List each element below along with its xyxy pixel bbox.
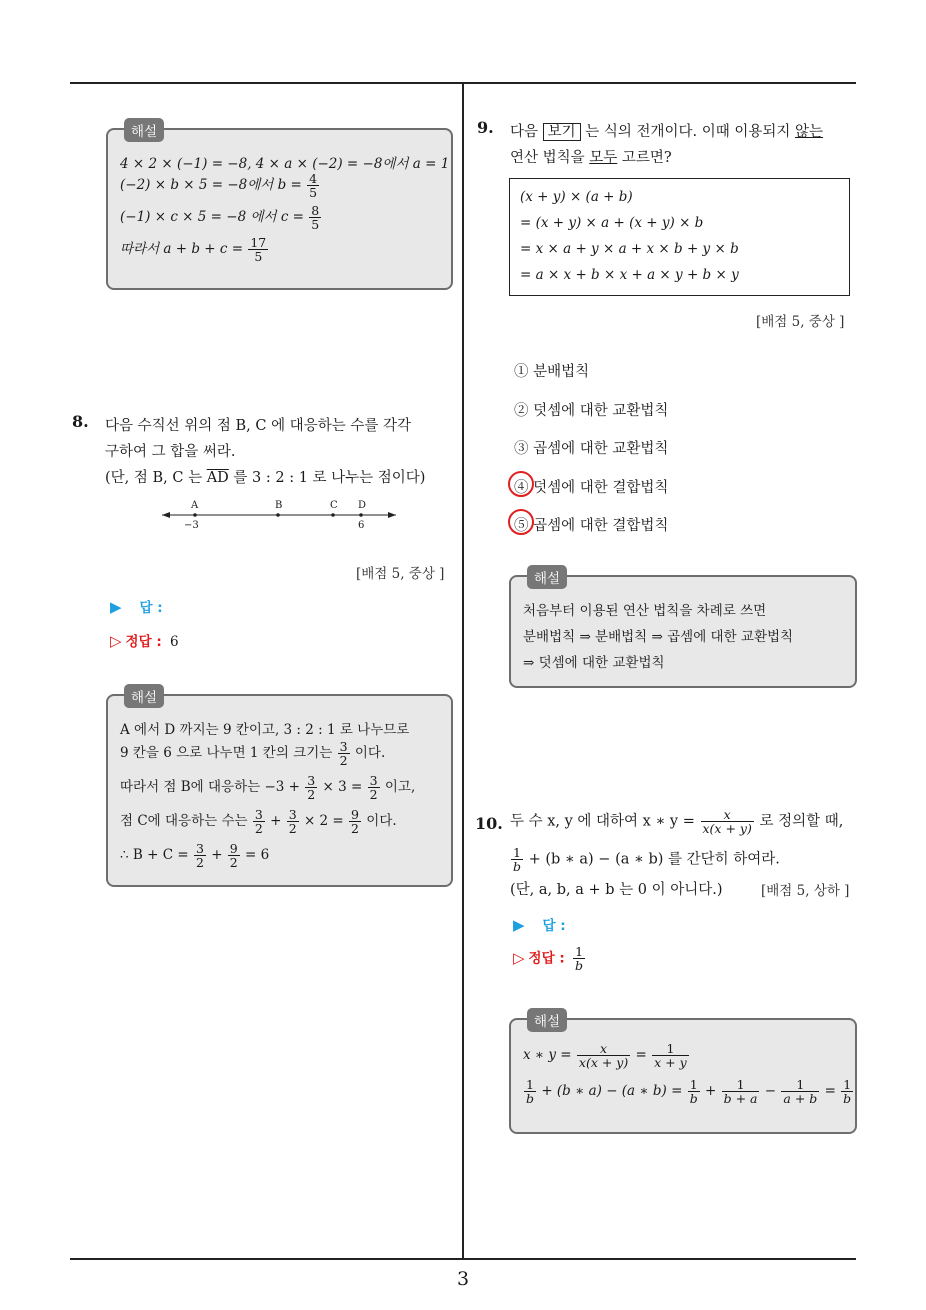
choice-2[interactable]: ② 덧셈에 대한 교환법칙 (514, 403, 669, 419)
q8-text-1: 다음 수직선 위의 점 B, C 에 대응하는 수를 각각 (105, 418, 411, 434)
q8-sol-line-2: 9 칸을 6 으로 나누면 1 칸의 크기는 $\frac{3}{2}$ 이다. (120, 739, 386, 769)
bogi-line-2: = (x + y) × a + (x + y) × b (520, 215, 704, 231)
fraction: $\frac{17}{5}$ (250, 235, 267, 265)
bogi-line-4: = a × x + b × x + a × y + b × y (520, 267, 739, 283)
fraction: $\frac{1}{b}$ (513, 845, 522, 875)
q7-sol-line-2: (−2) × b × 5 = −8에서 b = $\frac{4}{5}$ (120, 171, 318, 201)
page-number: 3 (456, 1268, 470, 1290)
fraction: $\frac{x}{x(x + y)}$ (702, 807, 752, 837)
q10-text-3: (단, a, b, a + b 는 0 이 아니다.) (510, 882, 723, 898)
fraction: $\frac{1}{b}$ (526, 1077, 535, 1107)
axis-arrow-right (388, 512, 396, 518)
fraction: $\frac{1}{b}$ (689, 1077, 698, 1107)
selected-mark-choice-5 (508, 509, 534, 535)
q8-correct-row: ▷ 정답 : 6 (110, 632, 179, 650)
q10-text-1: 두 수 x, y 에 대하여 x ∗ y = $\frac{x}{x(x + y)}$ 로 정의할 때, (510, 807, 844, 837)
point-a (193, 513, 197, 517)
choice-5[interactable]: ⑤ 곱셈에 대한 결합법칙 (514, 518, 669, 534)
haeseol-tag: 해설 (527, 565, 567, 589)
q8-sol-line-3: 따라서 점 B에 대응하는 −3 + $\frac{3}{2}$ × 3 = $\frac{3}{2}$ 이고, (120, 773, 416, 803)
fraction: $\frac{x}{x(x + y)}$ (578, 1041, 629, 1071)
haeseol-tag: 해설 (527, 1008, 567, 1032)
bogi-line-1: (x + y) × (a + b) (520, 189, 633, 205)
q9-number: 9. (477, 118, 494, 137)
play-icon: ▶ (110, 598, 122, 616)
bogi-line-3: = x × a + y × a + x × b + y × b (520, 241, 739, 257)
q9-sol-line-3: ⇒ 덧셈에 대한 교환법칙 (523, 655, 665, 671)
q7-sol-line-3: (−1) × c × 5 = −8 에서 c = $\frac{8}{5}$ (120, 203, 320, 233)
q8-sol-line-4: 점 C에 대응하는 수는 $\frac{3}{2}$ + $\frac{3}{2}$ × 2 = $\frac{9}{2}$ 이다. (120, 807, 397, 837)
q10-solution-box (509, 1014, 857, 1134)
fraction: $\frac{3}{2}$ (369, 773, 378, 803)
segment-ad: $\overline{AD}$ (206, 470, 229, 486)
q8-text-3: (단, 점 B, C 는 $\overline{AD}$ 를 3 : 2 : 1 로 나누는 점이다) (105, 470, 426, 486)
fraction: $\frac{1}{a + b}$ (783, 1077, 818, 1107)
q8-solution-box (106, 690, 453, 887)
q10-number: 10. (475, 814, 503, 833)
fraction: $\frac{9}{2}$ (229, 841, 238, 871)
fraction: $\frac{3}{2}$ (195, 841, 204, 871)
q7-sol-line-4: 따라서 a + b + c = $\frac{17}{5}$ (120, 235, 267, 265)
bogi-label: 보기 (543, 123, 581, 141)
q10-sol-line-2: $\frac{1}{b}$ + (b ∗ a) − (a ∗ b) = $\frac{1}{b}$ + $\frac{1}{b + a}$ − $\frac{1}{a + b}$ = $\frac{1}{b}$ (526, 1077, 852, 1107)
choice-1[interactable]: ① 분배법칙 (514, 364, 590, 380)
q10-sol-line-1: x ∗ y = $\frac{x}{x(x + y)}$ = $\frac{1}{x + y}$ (523, 1041, 687, 1071)
q8-sol-line-5: ∴ B + C = $\frac{3}{2}$ + $\frac{9}{2}$ = 6 (120, 841, 270, 871)
q10-answer-value: $\frac{1}{b}$ (575, 944, 584, 974)
fraction: $\frac{3}{2}$ (254, 807, 263, 837)
fraction: $\frac{3}{2}$ (307, 773, 316, 803)
q10-answer-row: ▶ 답 : (513, 916, 566, 934)
axis-label-b: B (275, 500, 283, 511)
triangle-outline-icon: ▷ (110, 632, 122, 650)
bogi-box (509, 178, 850, 296)
axis-label-d: D (358, 500, 367, 511)
axis-value-a: −3 (184, 520, 199, 531)
axis-label-c: C (330, 500, 338, 511)
fraction: $\frac{3}{2}$ (339, 739, 348, 769)
fraction: $\frac{8}{5}$ (311, 203, 320, 233)
fraction: $\frac{1}{x + y}$ (654, 1041, 687, 1071)
bottom-rule (70, 1258, 856, 1260)
q8-text-2: 구하여 그 합을 써라. (105, 444, 236, 460)
q10-text-2: $\frac{1}{b}$ + (b ∗ a) − (a ∗ b) 를 간단히 하여라. (513, 845, 780, 875)
haeseol-tag: 해설 (124, 684, 164, 708)
triangle-outline-icon: ▷ (513, 948, 525, 967)
q8-score: [배점 5, 중상 ] (356, 566, 445, 582)
fraction: $\frac{3}{2}$ (288, 807, 297, 837)
q9-score: [배점 5, 중상 ] (756, 314, 845, 330)
q9-solution-box (509, 571, 857, 688)
q7-solution-box (106, 124, 453, 290)
point-d (359, 513, 363, 517)
q8-answer-row: ▶ 답 : (110, 598, 163, 616)
fraction: $\frac{1}{b}$ (843, 1077, 852, 1107)
q8-answer-value: 6 (170, 634, 179, 650)
fraction: $\frac{4}{5}$ (309, 171, 318, 201)
q9-text-2: 연산 법칙을 모두 고르면? (510, 150, 672, 166)
choice-3[interactable]: ③ 곱셈에 대한 교환법칙 (514, 441, 669, 457)
q9-sol-line-1: 처음부터 이용된 연산 법칙을 차례로 쓰면 (523, 603, 767, 619)
haeseol-tag: 해설 (124, 118, 164, 142)
point-b (276, 513, 280, 517)
selected-mark-choice-4 (508, 471, 534, 497)
q7-sol-line-1: 4 × 2 × (−1) = −8, 4 × a × (−2) = −8에서 a = 1 (120, 156, 450, 172)
q8-sol-line-1: A 에서 D 까지는 9 칸이고, 3 : 2 : 1 로 나누므로 (120, 722, 410, 738)
choice-4[interactable]: ④ 덧셈에 대한 결합법칙 (514, 480, 669, 496)
axis-value-d: 6 (358, 520, 365, 531)
q10-correct-row: ▷ 정답 : $\frac{1}{b}$ (513, 944, 584, 974)
q9-sol-line-2: 분배법칙 ⇒ 분배법칙 ⇒ 곱셈에 대한 교환법칙 (523, 629, 794, 645)
q10-score: [배점 5, 상하 ] (761, 883, 850, 899)
axis-label-a: A (191, 500, 199, 511)
fraction: $\frac{1}{b + a}$ (723, 1077, 758, 1107)
q8-number: 8. (72, 412, 89, 431)
column-divider (462, 82, 464, 1259)
play-icon: ▶ (513, 916, 525, 934)
fraction: $\frac{9}{2}$ (351, 807, 359, 837)
q9-text-1: 다음 보기 는 식의 전개이다. 이때 이용되지 않는 (510, 124, 824, 140)
axis-arrow-left (162, 512, 170, 518)
point-c (331, 513, 335, 517)
